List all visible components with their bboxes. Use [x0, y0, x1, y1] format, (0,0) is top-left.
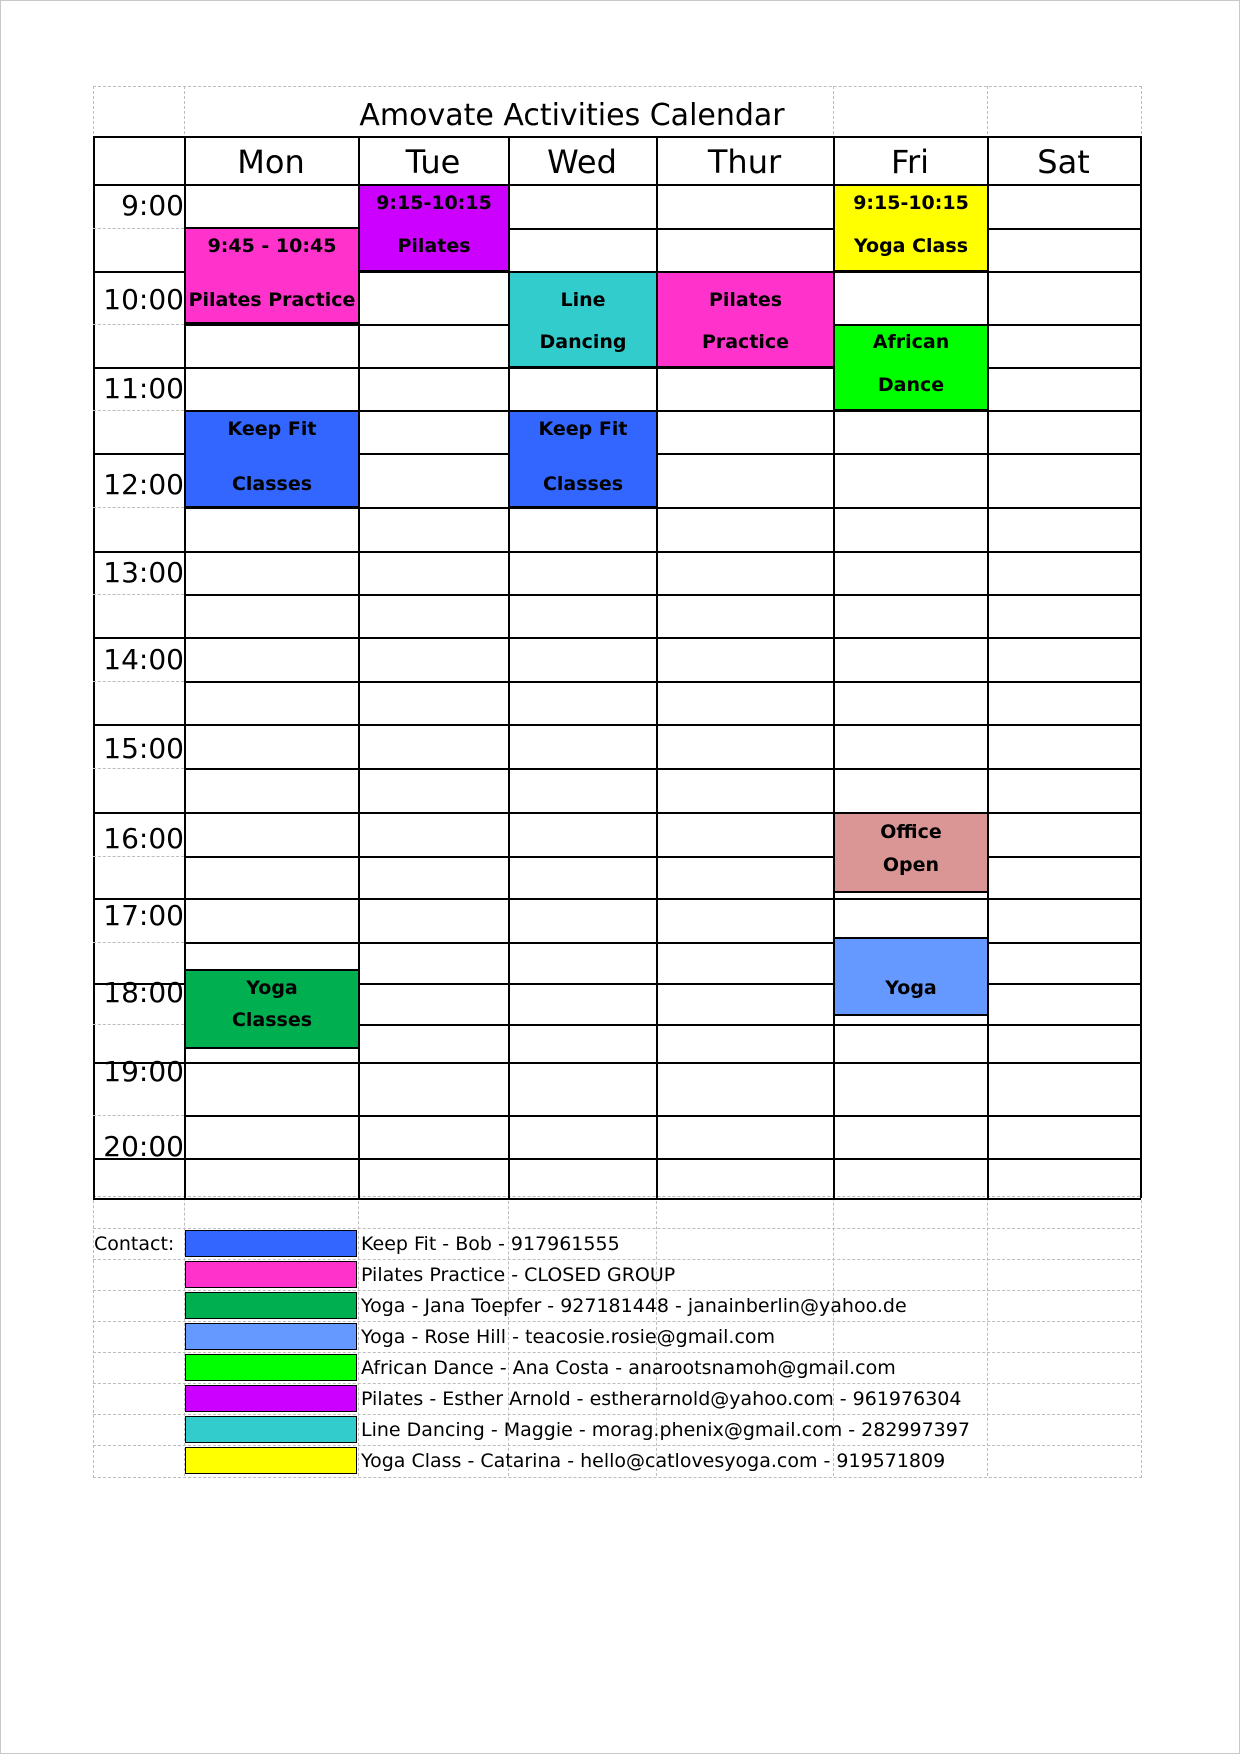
time-label: 18:00	[103, 976, 184, 1009]
contact-color-swatch	[185, 1447, 357, 1474]
event-block	[184, 227, 360, 324]
table-row-line	[184, 1062, 1141, 1064]
event-text: 9:15-10:15	[376, 192, 492, 214]
time-col-row-line	[93, 637, 185, 639]
event-block	[833, 324, 989, 411]
event-text: Dance	[877, 374, 945, 396]
time-col-row-line	[93, 136, 185, 138]
time-col-row-line	[93, 812, 185, 814]
table-row-line	[184, 1158, 1141, 1160]
time-col-row-line	[93, 271, 185, 273]
event-block	[508, 271, 658, 368]
time-col-half-line	[93, 228, 184, 229]
contact-entry: Pilates - Esther Arnold - estherarnold@yahoo.com - 961976304	[361, 1388, 962, 1410]
event-text: Office	[880, 821, 942, 843]
time-col-half-line	[93, 1024, 184, 1025]
time-col-half-line	[93, 594, 184, 595]
event-block	[833, 812, 989, 893]
contact-entry: Yoga Class - Catarina - hello@catlovesyoga.com - 919571809	[361, 1450, 946, 1472]
dashed-row-line	[93, 1259, 1140, 1260]
time-col-half-line	[93, 942, 184, 943]
event-block	[184, 410, 360, 508]
contact-color-swatch	[185, 1385, 357, 1412]
event-text: Pilates	[397, 235, 471, 257]
time-col-row-line	[93, 184, 185, 186]
time-col-row-line	[93, 453, 185, 455]
day-header-fri: Fri	[890, 143, 930, 181]
dashed-row-line	[93, 1445, 1140, 1446]
dashed-row-line	[93, 1228, 1140, 1229]
table-col-line	[987, 136, 989, 1198]
dashed-row-line	[93, 1352, 1140, 1353]
day-header-wed: Wed	[547, 143, 617, 181]
time-col-row-line	[93, 1198, 185, 1200]
event-text: Pilates	[708, 289, 783, 311]
time-col-half-line	[93, 768, 184, 769]
table-col-line	[1140, 136, 1142, 1198]
event-block	[508, 410, 658, 508]
time-col-half-line	[93, 507, 184, 508]
day-header-thur: Thur	[707, 143, 782, 181]
event-text: Dancing	[539, 331, 627, 353]
contact-entry: Keep Fit - Bob - 917961555	[361, 1233, 620, 1255]
time-col-row-line	[93, 367, 185, 369]
event-text: Yoga	[246, 977, 298, 999]
dashed-row-line	[93, 1290, 1140, 1291]
time-col-half-line	[93, 856, 184, 857]
contact-entry: Line Dancing - Maggie - morag.phenix@gmail.com - 282997397	[361, 1419, 970, 1441]
table-row-line	[184, 594, 1141, 596]
contact-label: Contact:	[94, 1233, 175, 1255]
time-label: 14:00	[103, 643, 184, 676]
dashed-row-line	[93, 1383, 1140, 1384]
time-col-half-line	[93, 410, 184, 411]
dashed-row-line	[93, 1414, 1140, 1415]
table-row-line	[184, 551, 1141, 553]
time-label: 12:00	[103, 468, 184, 501]
time-col-row-line	[93, 724, 185, 726]
table-row-line	[184, 812, 1141, 814]
time-label: 20:00	[103, 1130, 184, 1163]
table-row-line	[184, 898, 1141, 900]
event-text: Keep Fit	[538, 418, 628, 440]
event-text: Line	[560, 289, 606, 311]
time-label: 10:00	[103, 283, 184, 316]
event-text: Yoga	[885, 977, 937, 999]
event-text: Classes	[542, 473, 624, 495]
event-text: Classes	[231, 1009, 313, 1031]
time-col-half-line	[93, 681, 184, 682]
time-label: 9:00	[121, 189, 184, 222]
contact-entry: Yoga - Rose Hill - teacosie.rosie@gmail.com	[361, 1326, 776, 1348]
time-label: 13:00	[103, 556, 184, 589]
table-row-line	[184, 724, 1141, 726]
contact-entry: African Dance - Ana Costa - anarootsnamoh@gmail.com	[361, 1357, 896, 1379]
event-text: Yoga Class	[854, 235, 968, 257]
day-header-tue: Tue	[405, 143, 461, 181]
event-text: Pilates Practice	[188, 289, 356, 311]
event-text: 9:15-10:15	[853, 192, 969, 214]
dashed-col-line	[358, 1196, 359, 1476]
contact-entry: Yoga - Jana Toepfer - 927181448 - janainberlin@yahoo.de	[361, 1295, 907, 1317]
time-col-half-line	[93, 324, 184, 325]
contact-color-swatch	[185, 1323, 357, 1350]
time-col-half-line	[93, 1115, 184, 1116]
time-label: 15:00	[103, 732, 184, 765]
contact-color-swatch	[185, 1261, 357, 1288]
event-block	[833, 937, 989, 1016]
event-text: Classes	[231, 473, 313, 495]
contact-entry: Pilates Practice - CLOSED GROUP	[361, 1264, 676, 1286]
event-block	[184, 969, 360, 1049]
contact-color-swatch	[185, 1230, 357, 1257]
table-row-line	[184, 856, 1141, 858]
event-text: Keep Fit	[227, 418, 317, 440]
event-block	[833, 184, 989, 272]
event-block	[656, 271, 835, 368]
time-col-row-line	[93, 551, 185, 553]
contact-color-swatch	[185, 1292, 357, 1319]
table-row-line	[184, 637, 1141, 639]
table-row-line	[184, 942, 1141, 944]
event-text: Practice	[701, 331, 790, 353]
time-label: 19:00	[103, 1055, 184, 1088]
table-row-line	[184, 768, 1141, 770]
time-label: 17:00	[103, 899, 184, 932]
table-row-line	[184, 1115, 1141, 1117]
calendar-title: Amovate Activities Calendar	[359, 98, 785, 133]
dashed-row-line	[93, 1196, 1140, 1197]
table-row-line	[184, 681, 1141, 683]
event-text: Open	[882, 854, 940, 876]
time-label: 16:00	[103, 822, 184, 855]
table-row-line	[184, 1198, 1141, 1200]
time-label: 11:00	[103, 372, 184, 405]
day-header-mon: Mon	[237, 143, 305, 181]
event-text: African	[872, 331, 950, 353]
event-text: 9:45 - 10:45	[207, 235, 337, 257]
dashed-row-line	[93, 1321, 1140, 1322]
day-header-sat: Sat	[1037, 143, 1090, 181]
event-block	[358, 184, 510, 272]
contact-color-swatch	[185, 1416, 357, 1443]
contact-color-swatch	[185, 1354, 357, 1381]
